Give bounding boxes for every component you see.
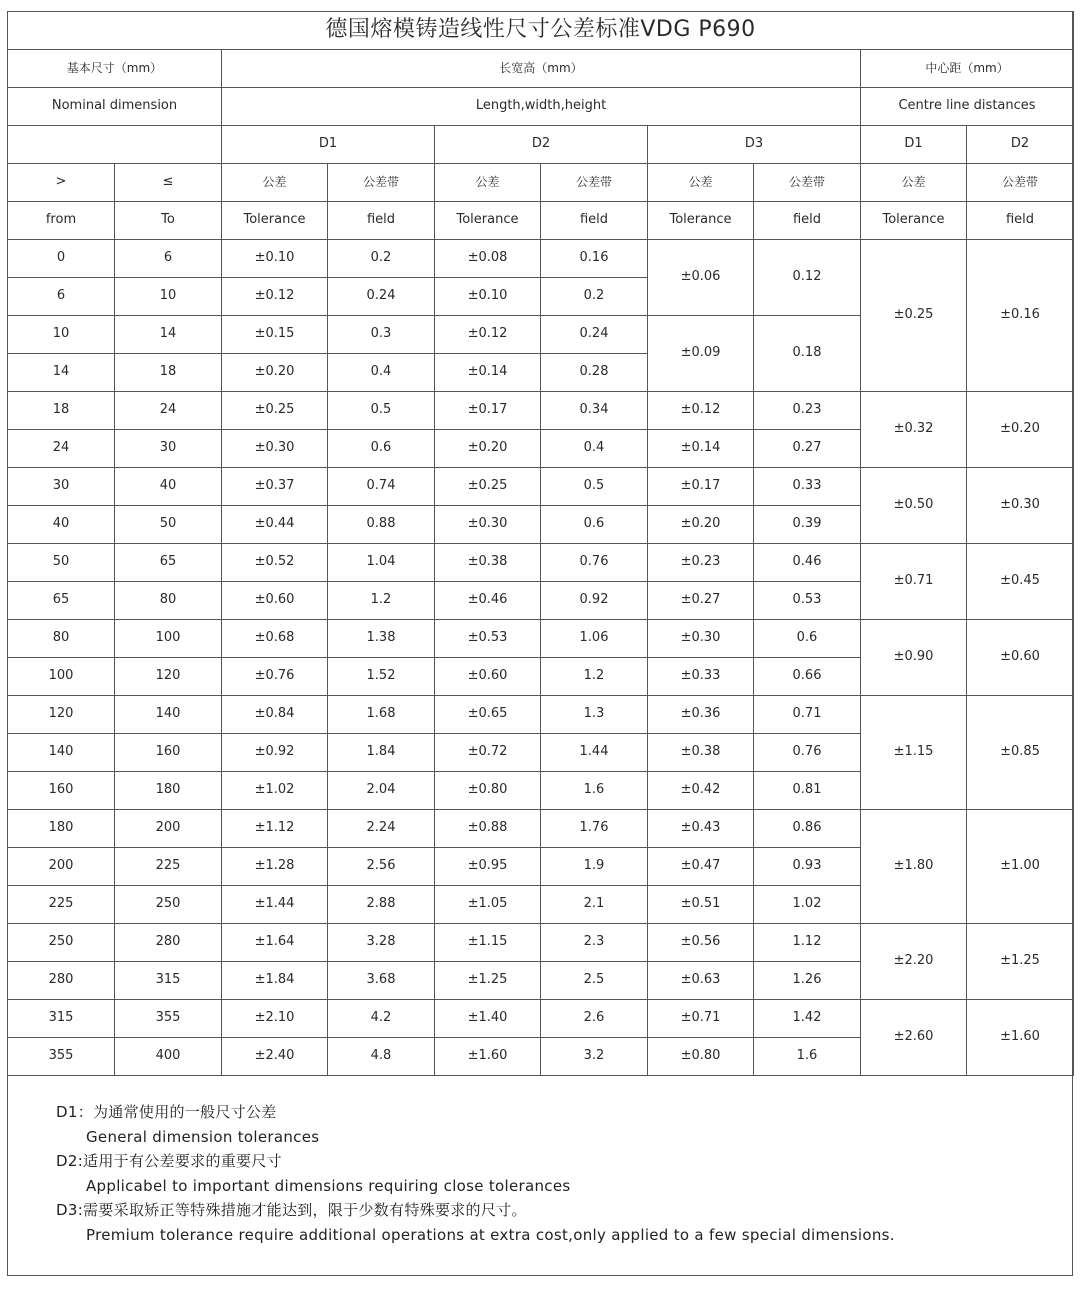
d3-field: 0.18	[754, 316, 861, 392]
d1-tolerance: ±1.28	[222, 848, 328, 886]
d3-field: 0.27	[754, 430, 861, 468]
d3-field: 1.6	[754, 1038, 861, 1076]
d3-tolerance: ±0.36	[648, 696, 754, 734]
d2-tolerance: ±0.72	[435, 734, 541, 772]
header-field-en: field	[328, 202, 435, 240]
d3-tolerance: ±0.23	[648, 544, 754, 582]
row-to: 200	[115, 810, 222, 848]
table-row	[8, 696, 1074, 734]
row-from: 225	[8, 886, 115, 924]
d2-field: 2.6	[541, 1000, 648, 1038]
row-from: 24	[8, 430, 115, 468]
d3-field: 0.81	[754, 772, 861, 810]
row-from: 50	[8, 544, 115, 582]
d2-field: 2.5	[541, 962, 648, 1000]
header-field-en: field	[754, 202, 861, 240]
note-d2-en: Applicabel to important dimensions requiring close tolerances	[86, 1176, 571, 1195]
centre-d1-tolerance: ±0.32	[861, 392, 967, 468]
table-row	[8, 1000, 1074, 1038]
centre-d1-tolerance: ±0.50	[861, 468, 967, 544]
d2-tolerance: ±0.14	[435, 354, 541, 392]
d1-field: 0.6	[328, 430, 435, 468]
d1-field: 2.56	[328, 848, 435, 886]
row-from: 200	[8, 848, 115, 886]
d2-tolerance: ±0.95	[435, 848, 541, 886]
d2-tolerance: ±0.20	[435, 430, 541, 468]
row-from: 14	[8, 354, 115, 392]
d3-field: 0.71	[754, 696, 861, 734]
centre-d2-tolerance: ±0.45	[967, 544, 1074, 620]
d2-field: 2.1	[541, 886, 648, 924]
row-to: 10	[115, 278, 222, 316]
d1-tolerance: ±0.37	[222, 468, 328, 506]
centre-d2-tolerance: ±1.25	[967, 924, 1074, 1000]
d1-tolerance: ±0.25	[222, 392, 328, 430]
tolerance-table	[7, 11, 1074, 1076]
table-row	[8, 240, 1074, 278]
header-tol-cn: 公差	[861, 164, 967, 202]
d1-field: 1.04	[328, 544, 435, 582]
d2-field: 0.6	[541, 506, 648, 544]
d2-field: 0.24	[541, 316, 648, 354]
d3-field: 0.93	[754, 848, 861, 886]
header-from: from	[8, 202, 115, 240]
d1-field: 0.2	[328, 240, 435, 278]
d2-field: 0.4	[541, 430, 648, 468]
d2-tolerance: ±0.25	[435, 468, 541, 506]
d3-field: 1.42	[754, 1000, 861, 1038]
header-to: To	[115, 202, 222, 240]
d2-tolerance: ±1.05	[435, 886, 541, 924]
note-d1-en: General dimension tolerances	[86, 1127, 320, 1146]
d3-tolerance: ±0.09	[648, 316, 754, 392]
d2-field: 1.44	[541, 734, 648, 772]
d1-tolerance: ±2.10	[222, 1000, 328, 1038]
row-to: 65	[115, 544, 222, 582]
row-from: 0	[8, 240, 115, 278]
d1-tolerance: ±0.20	[222, 354, 328, 392]
d3-tolerance: ±0.38	[648, 734, 754, 772]
d3-tolerance: ±0.56	[648, 924, 754, 962]
d3-tolerance: ±0.30	[648, 620, 754, 658]
centre-d1-tolerance: ±2.60	[861, 1000, 967, 1076]
d1-field: 2.88	[328, 886, 435, 924]
d1-tolerance: ±1.84	[222, 962, 328, 1000]
d3-field: 1.26	[754, 962, 861, 1000]
d3-field: 0.6	[754, 620, 861, 658]
d3-tolerance: ±0.63	[648, 962, 754, 1000]
d1-field: 0.5	[328, 392, 435, 430]
d2-field: 0.76	[541, 544, 648, 582]
d2-tolerance: ±0.08	[435, 240, 541, 278]
row-to: 250	[115, 886, 222, 924]
d1-field: 0.24	[328, 278, 435, 316]
d1-field: 0.4	[328, 354, 435, 392]
d3-field: 0.76	[754, 734, 861, 772]
header-field-en: field	[967, 202, 1074, 240]
d2-tolerance: ±0.17	[435, 392, 541, 430]
d2-field: 0.5	[541, 468, 648, 506]
grade-d1-lwh: D1	[222, 126, 435, 164]
d1-field: 1.2	[328, 582, 435, 620]
d3-field: 0.86	[754, 810, 861, 848]
table-row	[8, 810, 1074, 848]
row-from: 40	[8, 506, 115, 544]
header-le: ≤	[115, 164, 222, 202]
centre-d1-tolerance: ±1.15	[861, 696, 967, 810]
header-tol-en: Tolerance	[222, 202, 328, 240]
note-d2-cn: D2:适用于有公差要求的重要尺寸	[56, 1152, 282, 1171]
centre-d1-tolerance: ±0.25	[861, 240, 967, 392]
d1-tolerance: ±0.15	[222, 316, 328, 354]
d3-tolerance: ±0.33	[648, 658, 754, 696]
header-tol-cn: 公差	[435, 164, 541, 202]
d3-field: 0.46	[754, 544, 861, 582]
d2-field: 1.76	[541, 810, 648, 848]
note-d1-cn: D1：为通常使用的一般尺寸公差	[56, 1103, 277, 1121]
row-to: 80	[115, 582, 222, 620]
d2-tolerance: ±0.46	[435, 582, 541, 620]
row-from: 80	[8, 620, 115, 658]
d3-field: 0.33	[754, 468, 861, 506]
d1-field: 1.38	[328, 620, 435, 658]
d1-field: 3.68	[328, 962, 435, 1000]
header-field-cn: 公差带	[754, 164, 861, 202]
row-to: 120	[115, 658, 222, 696]
d3-tolerance: ±0.71	[648, 1000, 754, 1038]
centre-d2-tolerance: ±0.16	[967, 240, 1074, 392]
d3-field: 1.12	[754, 924, 861, 962]
d1-field: 0.88	[328, 506, 435, 544]
d3-field: 0.66	[754, 658, 861, 696]
row-from: 140	[8, 734, 115, 772]
d3-tolerance: ±0.47	[648, 848, 754, 886]
grade-d3-lwh: D3	[648, 126, 861, 164]
row-to: 140	[115, 696, 222, 734]
d1-field: 3.28	[328, 924, 435, 962]
row-from: 30	[8, 468, 115, 506]
d2-tolerance: ±0.53	[435, 620, 541, 658]
table-row	[8, 620, 1074, 658]
row-to: 280	[115, 924, 222, 962]
table-row	[8, 392, 1074, 430]
row-to: 14	[115, 316, 222, 354]
d1-field: 2.24	[328, 810, 435, 848]
row-to: 400	[115, 1038, 222, 1076]
d2-tolerance: ±0.10	[435, 278, 541, 316]
row-from: 10	[8, 316, 115, 354]
d2-field: 3.2	[541, 1038, 648, 1076]
row-to: 100	[115, 620, 222, 658]
d3-tolerance: ±0.17	[648, 468, 754, 506]
d2-field: 1.3	[541, 696, 648, 734]
row-to: 160	[115, 734, 222, 772]
d3-field: 0.53	[754, 582, 861, 620]
d3-tolerance: ±0.12	[648, 392, 754, 430]
d1-tolerance: ±1.12	[222, 810, 328, 848]
row-from: 6	[8, 278, 115, 316]
row-to: 24	[115, 392, 222, 430]
centre-d1-tolerance: ±0.90	[861, 620, 967, 696]
d2-tolerance: ±1.25	[435, 962, 541, 1000]
centre-d2-tolerance: ±0.60	[967, 620, 1074, 696]
header-center-cn: 中心距（mm）	[861, 50, 1074, 88]
header-center-en: Centre line distances	[861, 88, 1074, 126]
d3-field: 1.02	[754, 886, 861, 924]
table-row	[8, 544, 1074, 582]
header-tol-en: Tolerance	[861, 202, 967, 240]
d3-tolerance: ±0.42	[648, 772, 754, 810]
grade-d2-centre: D2	[967, 126, 1074, 164]
header-empty	[8, 126, 222, 164]
d1-tolerance: ±0.52	[222, 544, 328, 582]
row-from: 18	[8, 392, 115, 430]
d1-field: 0.74	[328, 468, 435, 506]
d3-tolerance: ±0.06	[648, 240, 754, 316]
d3-tolerance: ±0.14	[648, 430, 754, 468]
d1-field: 4.8	[328, 1038, 435, 1076]
d3-tolerance: ±0.27	[648, 582, 754, 620]
d1-tolerance: ±1.02	[222, 772, 328, 810]
row-from: 280	[8, 962, 115, 1000]
d3-tolerance: ±0.51	[648, 886, 754, 924]
note-d3-cn: D3:需要采取矫正等特殊措施才能达到，限于少数有特殊要求的尺寸。	[56, 1201, 527, 1220]
d1-tolerance: ±2.40	[222, 1038, 328, 1076]
d2-field: 0.92	[541, 582, 648, 620]
header-field-cn: 公差带	[541, 164, 648, 202]
d1-field: 1.84	[328, 734, 435, 772]
row-from: 315	[8, 1000, 115, 1038]
d2-tolerance: ±1.40	[435, 1000, 541, 1038]
d3-tolerance: ±0.20	[648, 506, 754, 544]
header-basic-cn: 基本尺寸（mm）	[8, 50, 222, 88]
header-field-cn: 公差带	[967, 164, 1074, 202]
d2-tolerance: ±0.38	[435, 544, 541, 582]
grade-d2-lwh: D2	[435, 126, 648, 164]
header-lwh-cn: 长宽高（mm）	[222, 50, 861, 88]
row-to: 180	[115, 772, 222, 810]
header-tol-en: Tolerance	[435, 202, 541, 240]
d3-field: 0.12	[754, 240, 861, 316]
row-to: 50	[115, 506, 222, 544]
d2-tolerance: ±0.80	[435, 772, 541, 810]
header-basic-en: Nominal dimension	[8, 88, 222, 126]
centre-d1-tolerance: ±1.80	[861, 810, 967, 924]
d2-field: 1.2	[541, 658, 648, 696]
d2-field: 0.2	[541, 278, 648, 316]
d1-tolerance: ±1.64	[222, 924, 328, 962]
table-row	[8, 924, 1074, 962]
d2-field: 0.16	[541, 240, 648, 278]
header-tol-cn: 公差	[648, 164, 754, 202]
d1-tolerance: ±0.10	[222, 240, 328, 278]
header-field-cn: 公差带	[328, 164, 435, 202]
d1-field: 2.04	[328, 772, 435, 810]
d2-field: 1.6	[541, 772, 648, 810]
notes-section	[56, 1100, 1046, 1248]
centre-d2-tolerance: ±1.60	[967, 1000, 1074, 1076]
row-to: 6	[115, 240, 222, 278]
centre-d1-tolerance: ±2.20	[861, 924, 967, 1000]
d1-tolerance: ±0.30	[222, 430, 328, 468]
d2-field: 2.3	[541, 924, 648, 962]
note-d3-en: Premium tolerance require additional operations at extra cost,only applied to a few special dimensions.	[86, 1225, 895, 1244]
d1-tolerance: ±0.92	[222, 734, 328, 772]
centre-d2-tolerance: ±1.00	[967, 810, 1074, 924]
header-field-en: field	[541, 202, 648, 240]
d3-field: 0.23	[754, 392, 861, 430]
header-tol-en: Tolerance	[648, 202, 754, 240]
row-to: 18	[115, 354, 222, 392]
row-to: 40	[115, 468, 222, 506]
d1-field: 1.52	[328, 658, 435, 696]
d2-tolerance: ±1.15	[435, 924, 541, 962]
centre-d2-tolerance: ±0.20	[967, 392, 1074, 468]
d3-field: 0.39	[754, 506, 861, 544]
d3-tolerance: ±0.43	[648, 810, 754, 848]
d2-field: 0.34	[541, 392, 648, 430]
row-to: 315	[115, 962, 222, 1000]
grade-d1-centre: D1	[861, 126, 967, 164]
table-row	[8, 468, 1074, 506]
d2-field: 1.06	[541, 620, 648, 658]
header-gt: >	[8, 164, 115, 202]
d1-field: 0.3	[328, 316, 435, 354]
table-title: 德国熔模铸造线性尺寸公差标准VDG P690	[8, 12, 1074, 50]
d2-tolerance: ±0.30	[435, 506, 541, 544]
centre-d1-tolerance: ±0.71	[861, 544, 967, 620]
d1-tolerance: ±0.60	[222, 582, 328, 620]
d2-field: 0.28	[541, 354, 648, 392]
d2-tolerance: ±0.88	[435, 810, 541, 848]
header-tol-cn: 公差	[222, 164, 328, 202]
row-from: 355	[8, 1038, 115, 1076]
d1-tolerance: ±0.84	[222, 696, 328, 734]
d1-tolerance: ±0.12	[222, 278, 328, 316]
d1-field: 4.2	[328, 1000, 435, 1038]
header-lwh-en: Length,width,height	[222, 88, 861, 126]
row-from: 100	[8, 658, 115, 696]
d1-tolerance: ±1.44	[222, 886, 328, 924]
d2-tolerance: ±1.60	[435, 1038, 541, 1076]
d2-tolerance: ±0.60	[435, 658, 541, 696]
d2-field: 1.9	[541, 848, 648, 886]
d1-field: 1.68	[328, 696, 435, 734]
d2-tolerance: ±0.12	[435, 316, 541, 354]
d1-tolerance: ±0.76	[222, 658, 328, 696]
row-from: 250	[8, 924, 115, 962]
row-to: 355	[115, 1000, 222, 1038]
centre-d2-tolerance: ±0.85	[967, 696, 1074, 810]
row-to: 30	[115, 430, 222, 468]
row-from: 180	[8, 810, 115, 848]
row-to: 225	[115, 848, 222, 886]
d2-tolerance: ±0.65	[435, 696, 541, 734]
centre-d2-tolerance: ±0.30	[967, 468, 1074, 544]
d1-tolerance: ±0.68	[222, 620, 328, 658]
row-from: 120	[8, 696, 115, 734]
d3-tolerance: ±0.80	[648, 1038, 754, 1076]
row-from: 65	[8, 582, 115, 620]
row-from: 160	[8, 772, 115, 810]
d1-tolerance: ±0.44	[222, 506, 328, 544]
